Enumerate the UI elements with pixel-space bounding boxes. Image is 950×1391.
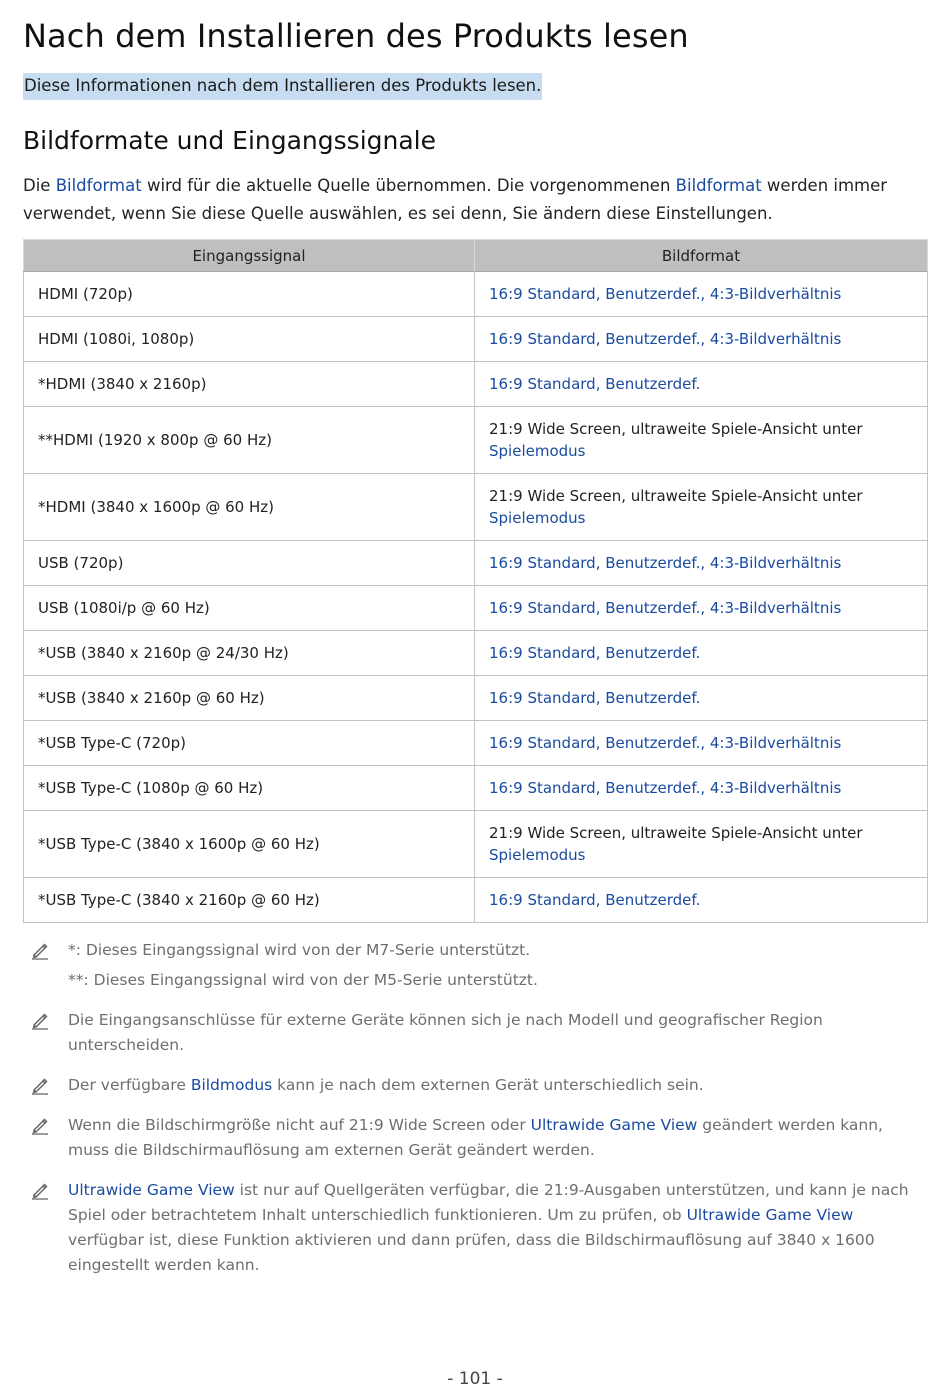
format-cell [475, 474, 928, 541]
table-row [24, 721, 928, 766]
format-cell[interactable]: 16:9 Standard, Benutzerdef., 4:3-Bildverhältnis [475, 272, 928, 317]
page-number: - 101 - [447, 1369, 503, 1389]
format-cell[interactable]: 16:9 Standard, Benutzerdef. [475, 631, 928, 676]
pencil-icon [30, 1115, 50, 1135]
format-text: 21:9 Wide Screen, ultraweite Spiele-Ansicht unter [489, 823, 863, 842]
spielemodus-link[interactable]: Spielemodus [489, 846, 586, 864]
pencil-icon [30, 1075, 50, 1095]
table-row [24, 407, 928, 474]
bildmodus-link[interactable]: Bildmodus [190, 1076, 273, 1094]
note-screen-size [23, 1113, 923, 1163]
table-row [24, 631, 928, 676]
format-table [23, 239, 928, 923]
format-text: 21:9 Wide Screen, ultraweite Spiele-Ansicht unter [489, 419, 863, 438]
table-row [24, 811, 928, 878]
note-m7-text: *: Dieses Eingangssignal wird von der M7-Serie unterstützt. [68, 941, 531, 959]
note-text: geändert werden kann, muss die Bildschirmauflösung am externen Gerät geändert werden. [68, 1116, 883, 1159]
ultrawide-game-view-link[interactable]: Ultrawide Game View [68, 1181, 235, 1199]
table-row [24, 766, 928, 811]
notes-section [23, 938, 923, 1278]
format-cell[interactable]: 16:9 Standard, Benutzerdef., 4:3-Bildverhältnis [475, 586, 928, 631]
highlighted-intro: Diese Informationen nach dem Installieren des Produkts lesen. [23, 73, 542, 100]
note-text: kann je nach dem externen Gerät unterschiedlich sein. [272, 1076, 704, 1094]
table-header-row [24, 240, 928, 272]
table-row [24, 474, 928, 541]
signal-cell: *HDMI (3840 x 2160p) [24, 362, 475, 407]
section-title: Bildformate und Eingangssignale [23, 126, 437, 155]
pencil-icon [30, 1010, 50, 1030]
note-ports [23, 1008, 923, 1058]
note-screen-size-text [68, 1113, 923, 1163]
header-eingangssignal: Eingangssignal [24, 240, 475, 272]
format-text: 21:9 Wide Screen, ultraweite Spiele-Ansicht unter [489, 486, 863, 505]
format-cell[interactable]: 16:9 Standard, Benutzerdef., 4:3-Bildverhältnis [475, 721, 928, 766]
intro-text-3: werden immer verwendet, wenn Sie diese Quelle auswählen, es sei denn, Sie ändern diese Einstellungen. [23, 176, 888, 223]
signal-cell: *HDMI (3840 x 1600p @ 60 Hz) [24, 474, 475, 541]
format-cell[interactable]: 16:9 Standard, Benutzerdef., 4:3-Bildverhältnis [475, 317, 928, 362]
header-bildformat: Bildformat [475, 240, 928, 272]
note-ports-text: Die Eingangsanschlüsse für externe Geräte können sich je nach Modell und geografischer Region unterscheiden. [68, 1011, 823, 1054]
signal-cell: HDMI (720p) [24, 272, 475, 317]
note-ultrawide [23, 1178, 923, 1278]
table-row [24, 676, 928, 721]
note-text: verfügbar ist, diese Funktion aktivieren und dann prüfen, dass die Bildschirmauflösung auf 3840 x 1600 eingestellt werden kann. [68, 1231, 875, 1274]
signal-cell: *USB Type-C (1080p @ 60 Hz) [24, 766, 475, 811]
note-bildmodus [23, 1073, 923, 1098]
format-cell [475, 811, 928, 878]
format-cell[interactable]: 16:9 Standard, Benutzerdef. [475, 878, 928, 923]
signal-cell: *USB Type-C (3840 x 2160p @ 60 Hz) [24, 878, 475, 923]
intro-link-bildformat-2[interactable]: Bildformat [675, 176, 762, 195]
intro-text-2: wird für die aktuelle Quelle übernommen. Die vorgenommenen [141, 176, 676, 195]
signal-cell: *USB (3840 x 2160p @ 24/30 Hz) [24, 631, 475, 676]
note-text: Der verfügbare [68, 1076, 191, 1094]
format-cell[interactable]: 16:9 Standard, Benutzerdef., 4:3-Bildverhältnis [475, 541, 928, 586]
intro-paragraph [23, 172, 913, 228]
note-bildmodus-text [68, 1073, 923, 1098]
format-cell[interactable]: 16:9 Standard, Benutzerdef. [475, 362, 928, 407]
pencil-icon [30, 1180, 50, 1200]
format-cell[interactable]: 16:9 Standard, Benutzerdef., 4:3-Bildverhältnis [475, 766, 928, 811]
intro-link-bildformat-1[interactable]: Bildformat [55, 176, 142, 195]
ultrawide-game-view-link[interactable]: Ultrawide Game View [686, 1206, 854, 1224]
format-cell[interactable]: 16:9 Standard, Benutzerdef. [475, 676, 928, 721]
note-series [23, 938, 923, 993]
table-row [24, 272, 928, 317]
signal-cell: HDMI (1080i, 1080p) [24, 317, 475, 362]
signal-cell: *USB Type-C (720p) [24, 721, 475, 766]
signal-cell: USB (1080i/p @ 60 Hz) [24, 586, 475, 631]
table-row [24, 541, 928, 586]
page-title: Nach dem Installieren des Produkts lesen [23, 17, 689, 55]
note-ultrawide-text [68, 1178, 923, 1278]
signal-cell: *USB (3840 x 2160p @ 60 Hz) [24, 676, 475, 721]
table-row [24, 878, 928, 923]
spielemodus-link[interactable]: Spielemodus [489, 509, 586, 527]
note-text: ist nur auf Quellgeräten verfügbar, die 21:9-Ausgaben unterstützen, und kann je nach Spiel oder betrachtetem Inhalt unterschiedlich funktionieren. Um zu prüfen, ob [68, 1181, 909, 1224]
note-m5-text: **: Dieses Eingangssignal wird von der M5-Serie unterstützt. [68, 971, 538, 989]
note-text: Wenn die Bildschirmgröße nicht auf 21:9 Wide Screen oder [68, 1116, 531, 1134]
table-row [24, 317, 928, 362]
table-row [24, 362, 928, 407]
signal-cell: **HDMI (1920 x 800p @ 60 Hz) [24, 407, 475, 474]
pencil-icon [30, 940, 50, 960]
intro-text-1: Die [23, 176, 56, 195]
table-row [24, 586, 928, 631]
format-cell [475, 407, 928, 474]
highlighted-intro-wrap [23, 73, 542, 100]
signal-cell: USB (720p) [24, 541, 475, 586]
ultrawide-game-view-link[interactable]: Ultrawide Game View [530, 1116, 698, 1134]
spielemodus-link[interactable]: Spielemodus [489, 442, 586, 460]
signal-cell: *USB Type-C (3840 x 1600p @ 60 Hz) [24, 811, 475, 878]
